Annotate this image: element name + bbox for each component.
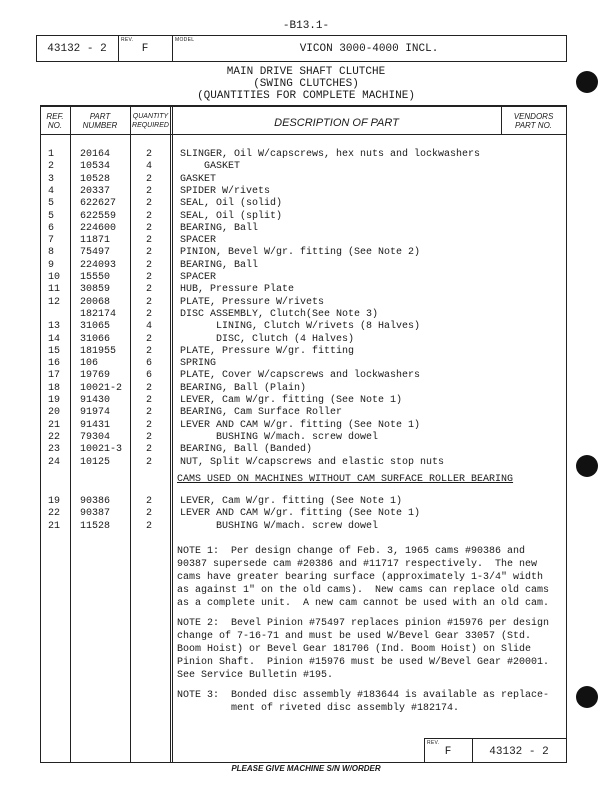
- cell-ref: 8: [48, 247, 55, 259]
- cell-part: 10528: [80, 173, 111, 185]
- cell-part: 20068: [80, 296, 111, 308]
- cell-qty: 2: [145, 272, 152, 283]
- cell-qty: 2: [145, 431, 152, 443]
- cell-desc: SEAL, Oil (solid): [180, 198, 283, 210]
- col-ref-line2: NO.: [47, 121, 63, 130]
- binder-hole: [576, 686, 598, 708]
- cell-part: 622559: [80, 210, 117, 222]
- cell-ref: 17: [48, 370, 61, 382]
- cell-desc: DISC ASSEMBLY, Clutch(See Note 3): [180, 308, 379, 320]
- cell-ref: 3: [48, 173, 55, 185]
- cell-part: 10021-3: [80, 444, 123, 456]
- cell-qty: 2: [145, 222, 152, 234]
- cell-desc: SPIDER W/rivets: [180, 185, 271, 197]
- cell-part: 182174: [80, 308, 117, 320]
- cell-desc: BEARING, Ball (Banded): [180, 444, 313, 456]
- cell-ref: 24: [48, 456, 61, 468]
- cell-part: 79304: [80, 431, 111, 443]
- cell-desc: BEARING, Cam Surface Roller: [180, 407, 343, 419]
- footer-instruction: PLEASE GIVE MACHINE S/N W/ORDER: [231, 764, 381, 773]
- cell-desc: GASKET: [180, 161, 241, 173]
- cell-part: 19769: [80, 370, 111, 382]
- cell-part: 20164: [80, 149, 111, 160]
- col-qty-line2: REQUIRED: [132, 122, 169, 129]
- cell-qty: 2: [145, 284, 152, 296]
- cell-part: 91431: [80, 419, 111, 431]
- cell-qty: 2: [145, 235, 152, 247]
- cell-qty: 2: [145, 308, 152, 320]
- cell-ref: 16: [48, 358, 61, 370]
- footer-rev: F: [444, 746, 452, 758]
- model-label: MODEL: [175, 37, 195, 43]
- title-line-2: (SWING CLUTCHES): [253, 78, 359, 90]
- cell-part: 224600: [80, 222, 117, 234]
- cell-ref: 22: [48, 508, 61, 520]
- col-description: DESCRIPTION OF PART: [274, 117, 399, 129]
- cell-ref: 4: [48, 185, 55, 197]
- cell-part: 10125: [80, 456, 111, 468]
- cell-ref: [48, 309, 68, 321]
- cell-part: 11528: [80, 520, 111, 532]
- cell-qty: 2: [145, 296, 152, 308]
- cell-qty: 4: [145, 321, 152, 333]
- cell-part: 90387: [80, 508, 111, 520]
- cell-part: 30859: [80, 284, 111, 296]
- footer-part-number: 43132 - 2: [489, 746, 549, 758]
- cell-qty: 2: [145, 247, 152, 259]
- cell-qty: 2: [145, 407, 152, 419]
- cell-qty: 2: [145, 508, 152, 520]
- binder-hole: [576, 455, 598, 477]
- cell-qty: 2: [145, 456, 152, 468]
- cell-qty: 2: [145, 210, 152, 222]
- col-ref-line1: REF.: [46, 112, 64, 121]
- col-qty-line1: QUANTITY: [132, 113, 169, 120]
- cell-ref: 19: [48, 496, 61, 507]
- note-line: Boom Hoist) or Bevel Gear 181706 (Ind. Boom Hoist) on Slide: [177, 644, 532, 655]
- note-line: change of 7-16-71 and must be used W/Bevel Gear 33057 (Std.: [177, 631, 532, 642]
- cell-ref: 10: [48, 272, 61, 283]
- cell-ref: 14: [48, 333, 61, 345]
- note-line: NOTE 2: Bevel Pinion #75497 replaces pinion #15976 per design: [177, 618, 550, 629]
- page-number: -B13.1-: [282, 20, 330, 32]
- cell-desc: DISC, Clutch (4 Halves): [180, 333, 355, 345]
- cell-desc: PLATE, Pressure W/gr. fitting: [180, 345, 355, 357]
- cell-desc: SPRING: [180, 358, 217, 370]
- cell-ref: 2: [48, 161, 55, 173]
- cell-desc: SPACER: [180, 235, 217, 247]
- cell-qty: 2: [145, 520, 152, 532]
- cell-part: 75497: [80, 247, 111, 259]
- cell-qty: 2: [145, 259, 152, 271]
- rev-label: REV.: [121, 37, 134, 43]
- cell-part: 622627: [80, 198, 117, 210]
- cell-desc: SPACER: [180, 272, 217, 283]
- cell-ref: 18: [48, 382, 61, 394]
- col-vendors-line2: PART NO.: [514, 121, 553, 130]
- cell-desc: SLINGER, Oil W/capscrews, hex nuts and lockwashers: [180, 149, 481, 160]
- cell-qty: 2: [145, 395, 152, 406]
- cell-part: 224093: [80, 259, 117, 271]
- cell-ref: 22: [48, 431, 61, 443]
- note-line: Pinion Shaft. Pinion #15976 must be used W/Bevel Gear #20001.: [177, 657, 550, 668]
- col-vendors-line1: VENDORS: [513, 112, 554, 121]
- cell-qty: 2: [145, 382, 152, 394]
- cell-desc: BUSHING W/mach. screw dowel: [180, 431, 379, 443]
- cell-ref: 13: [48, 321, 61, 333]
- cell-ref: 20: [48, 407, 61, 419]
- header-rev: F: [141, 43, 149, 55]
- note-line: ment of riveted disc assembly #182174.: [177, 703, 460, 714]
- cell-desc: BEARING, Ball: [180, 259, 259, 271]
- cell-qty: 2: [145, 345, 152, 357]
- cell-ref: 21: [48, 419, 61, 431]
- cell-part: 181955: [80, 345, 117, 357]
- cell-ref: 6: [48, 222, 55, 234]
- header-model: VICON 3000-4000 INCL.: [299, 43, 439, 55]
- cell-part: 15550: [80, 272, 111, 283]
- cell-part: 10534: [80, 161, 111, 173]
- cell-desc: NUT, Split W/capscrews and elastic stop nuts: [180, 456, 445, 468]
- cell-part: 11871: [80, 235, 111, 247]
- cell-part: 31066: [80, 333, 111, 345]
- cell-desc: PLATE, Cover W/capscrews and lockwashers: [180, 370, 421, 382]
- cell-ref: 21: [48, 520, 61, 532]
- cell-part: 91430: [80, 395, 111, 406]
- cell-desc: LEVER, Cam W/gr. fitting (See Note 1): [180, 496, 403, 507]
- cell-desc: GASKET: [180, 173, 217, 185]
- cell-desc: HUB, Pressure Plate: [180, 284, 295, 296]
- cell-qty: 2: [145, 173, 152, 185]
- col-part-line2: NUMBER: [82, 121, 118, 130]
- cell-desc: LEVER AND CAM W/gr. fitting (See Note 1): [180, 508, 421, 520]
- cell-part: 10021-2: [80, 382, 123, 394]
- cell-ref: 15: [48, 345, 61, 357]
- cell-qty: 2: [145, 444, 152, 456]
- cell-ref: 5: [48, 210, 55, 222]
- cell-desc: LINING, Clutch W/rivets (8 Halves): [180, 321, 421, 333]
- cell-qty: 6: [145, 370, 152, 382]
- cell-ref: 11: [48, 284, 61, 296]
- cell-qty: 2: [145, 496, 152, 507]
- note-line: NOTE 3: Bonded disc assembly #183644 is available as replace-: [177, 690, 550, 701]
- cell-desc: BEARING, Ball (Plain): [180, 382, 307, 394]
- cell-qty: 2: [145, 149, 152, 160]
- cell-part: 91974: [80, 407, 111, 419]
- note-line: See Service Bulletin #195.: [177, 670, 334, 681]
- header-part-number: 43132 - 2: [47, 43, 107, 55]
- cell-ref: 19: [48, 395, 61, 406]
- cell-qty: 2: [145, 198, 152, 210]
- note-line: cams have greater bearing surface (approximately 1-3/4" width: [177, 572, 544, 583]
- cell-qty: 4: [145, 161, 152, 173]
- cell-qty: 2: [145, 419, 152, 431]
- section-heading: CAMS USED ON MACHINES WITHOUT CAM SURFACE ROLLER BEARING: [177, 474, 514, 485]
- note-line: 90387 supersede cam #20386 and #11717 respectively. The new: [177, 559, 538, 570]
- cell-part: 31065: [80, 321, 111, 333]
- cell-qty: 6: [145, 358, 152, 370]
- title-line-1: MAIN DRIVE SHAFT CLUTCHE: [226, 66, 386, 78]
- cell-part: 20337: [80, 185, 111, 197]
- title-line-3: (QUANTITIES FOR COMPLETE MACHINE): [197, 90, 415, 102]
- cell-desc: SEAL, Oil (split): [180, 210, 283, 222]
- cell-desc: PINION, Bevel W/gr. fitting (See Note 2): [180, 247, 421, 259]
- footer-rev-label: REV.: [427, 740, 440, 746]
- cell-part: 106: [80, 358, 99, 370]
- cell-desc: BEARING, Ball: [180, 222, 259, 234]
- cell-desc: LEVER, Cam W/gr. fitting (See Note 1): [180, 395, 403, 406]
- cell-desc: LEVER AND CAM W/gr. fitting (See Note 1): [180, 419, 421, 431]
- note-line: as a complete unit. A new cam cannot be used with an old cam.: [177, 598, 550, 609]
- cell-qty: 2: [145, 185, 152, 197]
- cell-ref: 23: [48, 444, 61, 456]
- note-line: as against 1" on the old cams). New cams can replace old cams: [177, 585, 550, 596]
- cell-ref: 7: [48, 235, 55, 247]
- col-part-line1: PART: [89, 112, 111, 121]
- cell-ref: 12: [48, 296, 61, 308]
- cell-desc: BUSHING W/mach. screw dowel: [180, 520, 379, 532]
- cell-qty: 2: [145, 333, 152, 345]
- cell-ref: 5: [48, 198, 55, 210]
- cell-desc: PLATE, Pressure W/rivets: [180, 296, 325, 308]
- cell-part: 90386: [80, 496, 111, 507]
- cell-ref: 1: [48, 149, 55, 160]
- note-line: NOTE 1: Per design change of Feb. 3, 1965 cams #90386 and: [177, 546, 526, 557]
- cell-ref: 9: [48, 259, 55, 271]
